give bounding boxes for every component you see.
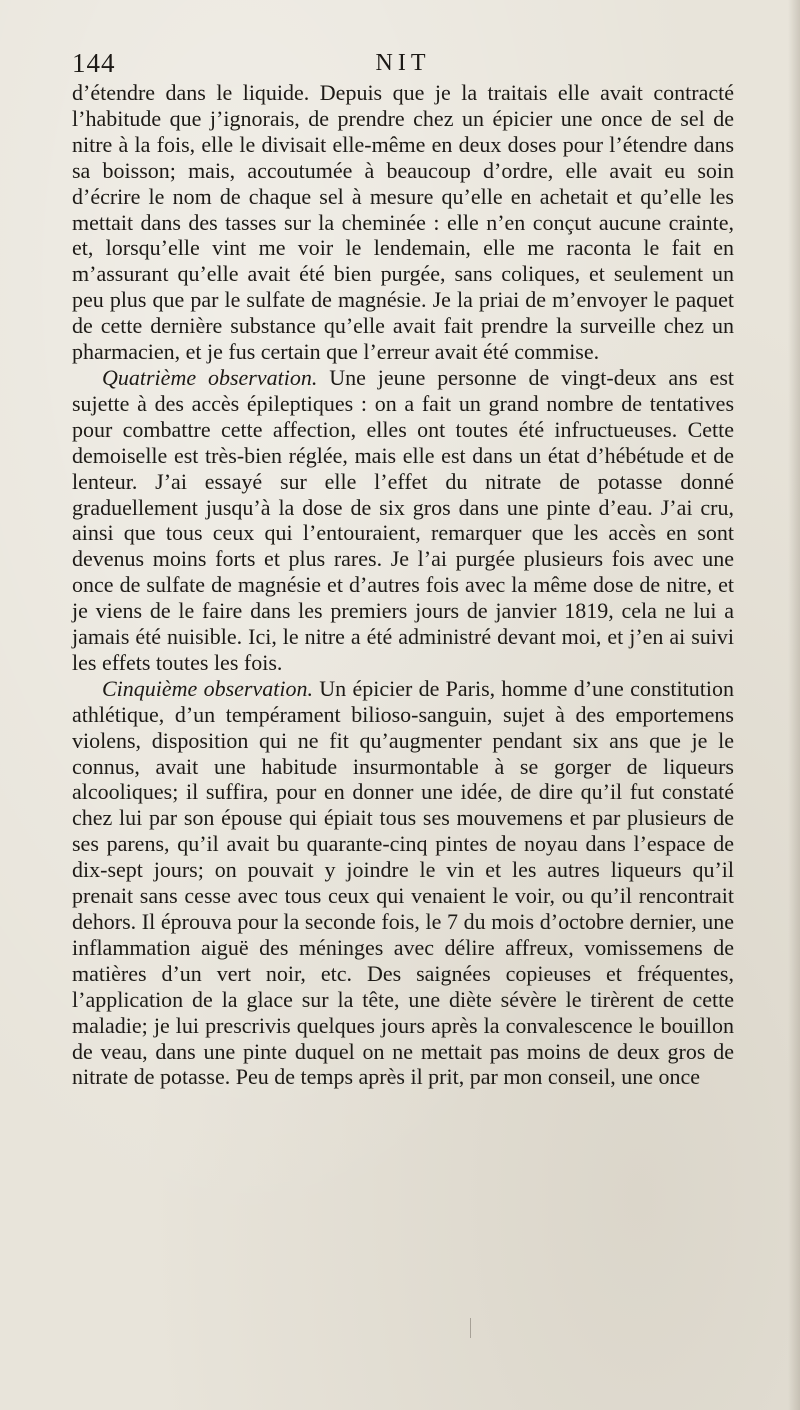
paragraph-observation-4 — [72, 365, 734, 676]
paragraph-text: Une jeune personne de vingt-deux ans est sujette à des accès épileptiques : on a fait un grand nombre de tentatives pour combattre cette affection, elles ont toutes été infructueuses. Cette demoiselle est très-bien réglée, mais elle est dans un état d’hébétude et de lenteur. J’ai essayé sur elle l’effet du nitrate de potasse donné graduellement jusqu’à la dose de six gros dans une pinte d’eau. J’ai cru, ainsi que tous ceux qui l’entouraient, remarquer que les accès en sont devenus moins forts et plus rares. Je l’ai purgée plusieurs fois avec une once de sulfate de magnésie et d’autres fois avec la même dose de nitre, et je viens de le faire dans les premiers jours de janvier 1819, cela ne lui a jamais été nuisible. Ici, le nitre a été administré devant moi, et j’en ai suivi les effets toutes les fois. — [72, 364, 734, 675]
page-edge-shadow — [788, 0, 800, 1410]
body-text — [72, 80, 734, 1090]
paragraph-observation-5 — [72, 676, 734, 1091]
observation-heading: Quatrième observation. — [102, 364, 318, 390]
running-head: NIT — [375, 50, 431, 76]
paragraph-text: d’étendre dans le liquide. Depuis que je la traitais elle avait contracté l’habitude que j’ignorais, de prendre chez un épicier une once de sel de nitre à la fois, elle le divisait elle-même en deux doses pour l’étendre dans sa boisson; mais, accoutumée à beaucoup d’ordre, elle avait eu soin d’écrire le nom de chaque sel à mesure qu’elle en achetait et qu’elle les mettait dans des tasses sur la cheminée : elle n’en conçut aucune crainte, et, lorsqu’elle vint me voir le lendemain, elle me raconta le fait en m’assurant qu’elle avait été bien purgée, sans coliques, et seulement un peu plus que par le sulfate de magnésie. Je la priai de m’envoyer le paquet de cette dernière substance qu’elle avait fait prendre la surveille chez un pharmacien, et je fus certain que l’erreur avait été commise. — [72, 80, 734, 365]
paragraph — [72, 80, 734, 365]
observation-heading: Cinquième observation. — [102, 675, 313, 701]
page-number: 144 — [72, 48, 116, 78]
paper-fold-mark — [470, 1318, 471, 1338]
paragraph-text: Un épicier de Paris, homme d’une constitution athlétique, d’un tempérament bilioso-sanguin, sujet à des emportemens violens, disposition qui ne fit qu’augmenter pendant six ans que je le connus, avait une habitude insurmontable à se gorger de liqueurs alcooliques; il suffira, pour en donner une idée, de dire qu’il fut constaté chez lui par son épouse qui épiait tous ses mouvemens et par plusieurs de ses parens, qu’il avait bu quarante-cinq pintes de noyau dans l’espace de dix-sept jours; on pouvait y joindre le vin et les autres liqueurs qu’il prenait sans cesse avec tous ceux qui venaient le voir, ou qu’il rencontrait dehors. Il éprouva pour la seconde fois, le 7 du mois d’octobre dernier, une inflammation aiguë des méninges avec délire affreux, vomissemens de matières d’un vert noir, etc. Des saignées copieuses et fréquentes, l’application de la glace sur la tête, une diète sévère le tirèrent de cette maladie; je lui prescrivis quelques jours après la convalescence le bouillon de veau, dans une pinte duquel on ne mettait pas moins de deux gros de nitrate de potasse. Peu de temps après il prit, par mon conseil, une once — [72, 675, 734, 1090]
page-header — [72, 46, 734, 80]
